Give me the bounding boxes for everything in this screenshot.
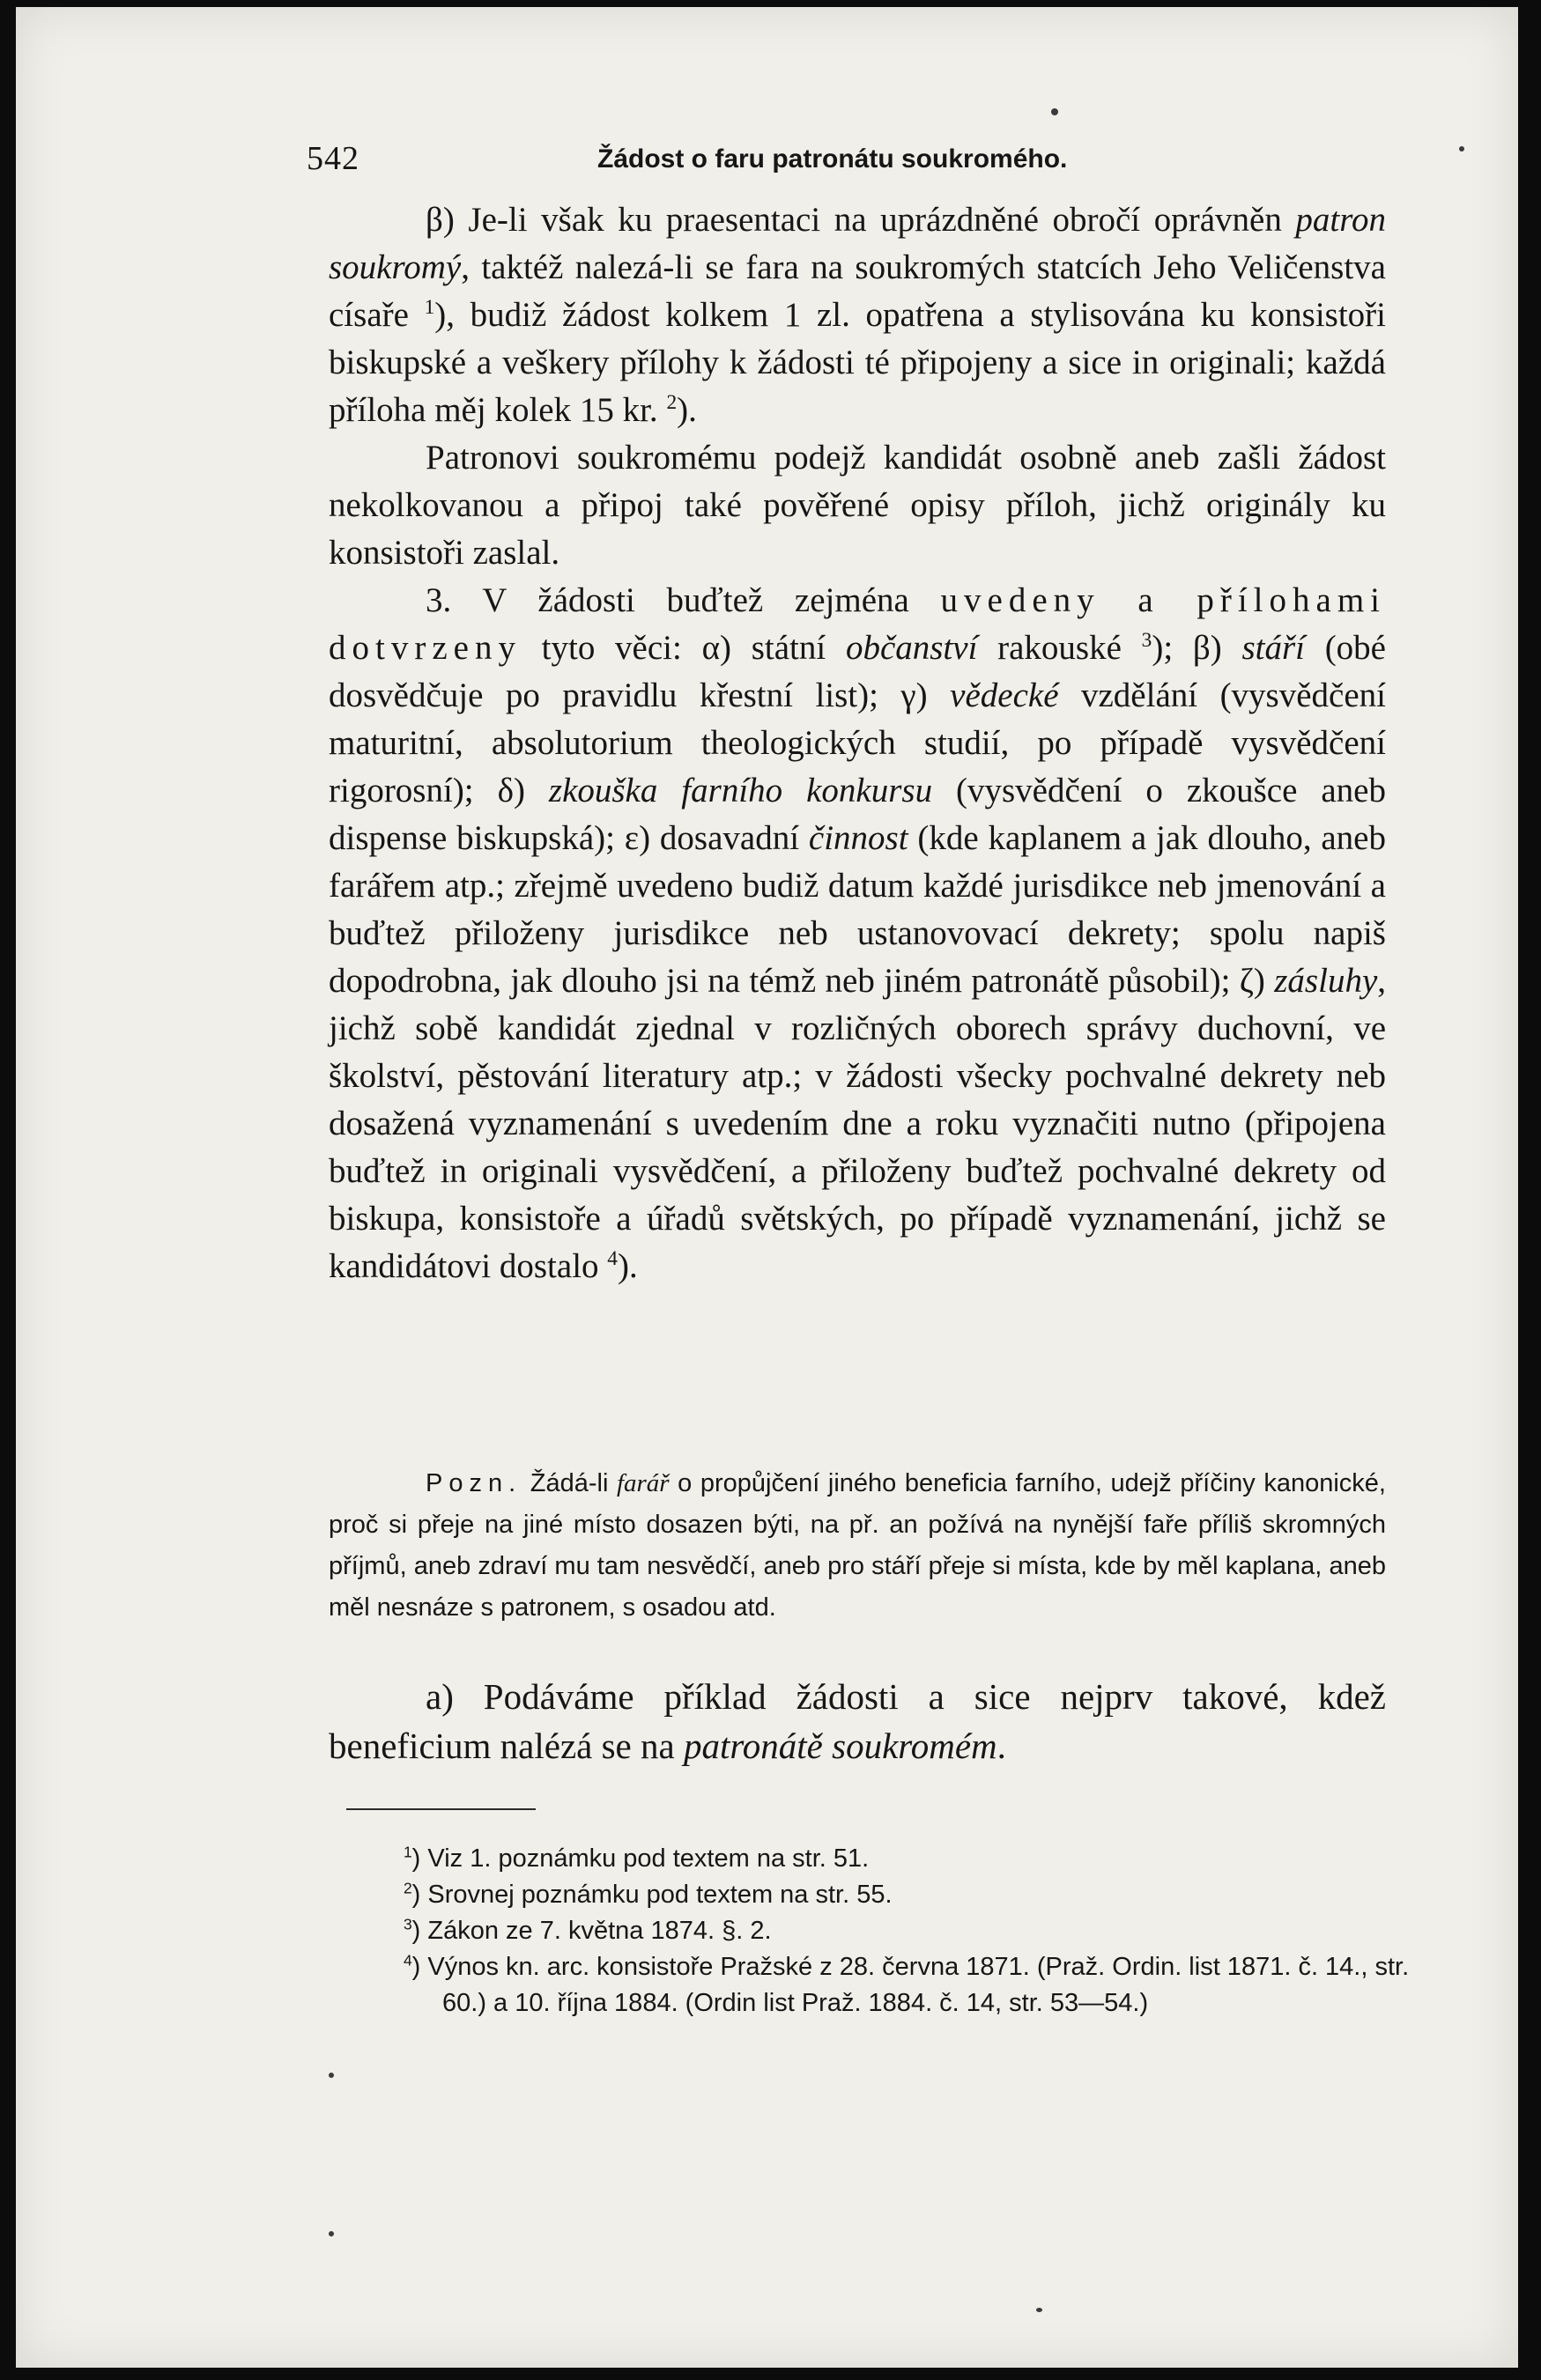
running-title: Žádost o faru patronátu soukromého. bbox=[597, 144, 1068, 174]
paragraph-3: 3. V žádosti buďtež zejména uvedeny a přílohami dotvrzeny tyto věci: α) státní občanství rakouské $^3$); β) stáří (obé dosvědčuje po pravidlu křestní list); γ) vědecké vzdělání (vysvědčení maturitní, absolutorium theologických studií, po případě vysvědčení rigorosní); δ) zkouška farního konkursu (vysvědčení o zkoušce aneb dispense biskupská); ε) dosavadní činnost (kde kaplanem a jak dlouho, aneb farářem atp.; zřejmě uvedeno budiž datum každé jurisdikce neb jmenování a buďtež přiloženy jurisdikce neb ustanovovací dekrety; spolu napiš dopodrobna, jak dlouho jsi na témž neb jiném patronátě působil); ζ) zásluhy, jichž sobě kandidát zjednal v rozličných oborech správy duchovní, ve školství, pěstování literatury atp.; v žádosti všecky pochvalné dekrety neb dosažená vyznamenání s uvedením dne a roku vyznačiti nutno (připojena buďtež in originali vysvědčení, a přiloženy buďtež pochvalné dekrety od biskupa, konsistoře a úřadů světských, po případě vyznamenání, jichž se kandidátovi dostalo $^4$). bbox=[329, 581, 1386, 1285]
footnote-3: $^3$) Zákon ze 7. května 1874. §. 2. bbox=[404, 1915, 772, 1945]
footnote-1: $^1$) Viz 1. poznámku pod textem na str. 51. bbox=[404, 1843, 870, 1873]
emphasis-patron: patron soukromý bbox=[329, 201, 1386, 286]
footnote-ref-3: 3 bbox=[1141, 629, 1152, 652]
page-header bbox=[307, 139, 1399, 192]
emphasis-zasluhy: zásluhy bbox=[1274, 962, 1378, 1000]
scan-speck bbox=[329, 2231, 334, 2236]
page-number: 542 bbox=[307, 140, 359, 177]
paragraph-beta: β) Je-li však ku praesentaci na uprázdněné obročí oprávněn patron soukromý, taktéž nalezá-li se fara na soukromých statcích Jeho Veličenstva císaře $^1$), budiž žádost kolkem 1 zl. opatřena a stylisována ku konsistoři biskupské a veškery přílohy k žádosti té připojeny a sice in originali; každá příloha měj kolek 15 kr. $^2$). bbox=[329, 201, 1386, 429]
scan-speck bbox=[1051, 108, 1058, 115]
emphasis-patronate: patronátě soukromém bbox=[683, 1726, 997, 1766]
emphasis-vedecke: vědecké bbox=[950, 676, 1059, 714]
emphasis-farar: farář bbox=[616, 1469, 670, 1497]
footnote-ref-2: 2 bbox=[666, 391, 678, 414]
footnote-ref-4: 4 bbox=[607, 1247, 618, 1270]
main-text bbox=[329, 196, 1386, 1290]
example-paragraph: a) Podáváme příklad žádosti a sice nejprv takové, kdež beneficium nalézá se na patronátě soukromém. bbox=[329, 1676, 1386, 1766]
note-label: Pozn. bbox=[426, 1469, 522, 1497]
scanned-page bbox=[16, 7, 1518, 2368]
footnote-ref-1: 1 bbox=[424, 296, 435, 319]
emphasis-stari: stáří bbox=[1241, 629, 1305, 667]
emphasis-obcanstvi: občanství bbox=[845, 629, 978, 667]
spaced-emphasis: uvedeny a přílohami dotvrzeny bbox=[329, 581, 1386, 667]
paragraph-patron: Patronovi soukromému podejž kandidát osobně aneb zašli žádost nekolkovanou a připoj také pověřené opisy příloh, jichž originály ku konsistoři zaslal. bbox=[329, 439, 1386, 572]
emphasis-zkouska: zkouška farního konkursu bbox=[548, 772, 933, 809]
scan-speck bbox=[1036, 2308, 1042, 2312]
note-paragraph: Pozn. Žádá-li farář o propůjčení jiného beneficia farního, udejž příčiny kanonické, proč si přeje na jiné místo dosazen býti, na př. an požívá na nynější faře příliš skromných příjmů, aneb zdraví mu tam nesvědčí, aneb pro stáří přeje si místa, kde by měl kaplana, aneb měl nesnáze s patronem, s osadou atd. bbox=[329, 1469, 1386, 1622]
footnote-4: $^4$) Výnos kn. arc. konsistoře Pražské z 28. června 1871. (Praž. Ordin. list 1871. č. 14., str. 60.) a 10. října 1884. (Ordin list Praž. 1884. č. 14, str. 53—54.) bbox=[404, 1951, 1410, 2017]
scan-speck bbox=[1459, 146, 1464, 152]
emphasis-cinnost: činnost bbox=[808, 819, 908, 857]
footnote-2: $^2$) Srovnej poznámku pod textem na str. 55. bbox=[404, 1879, 893, 1909]
footnote-divider bbox=[346, 1808, 536, 1810]
footnotes bbox=[404, 1841, 1412, 2022]
scan-speck bbox=[329, 2073, 334, 2078]
